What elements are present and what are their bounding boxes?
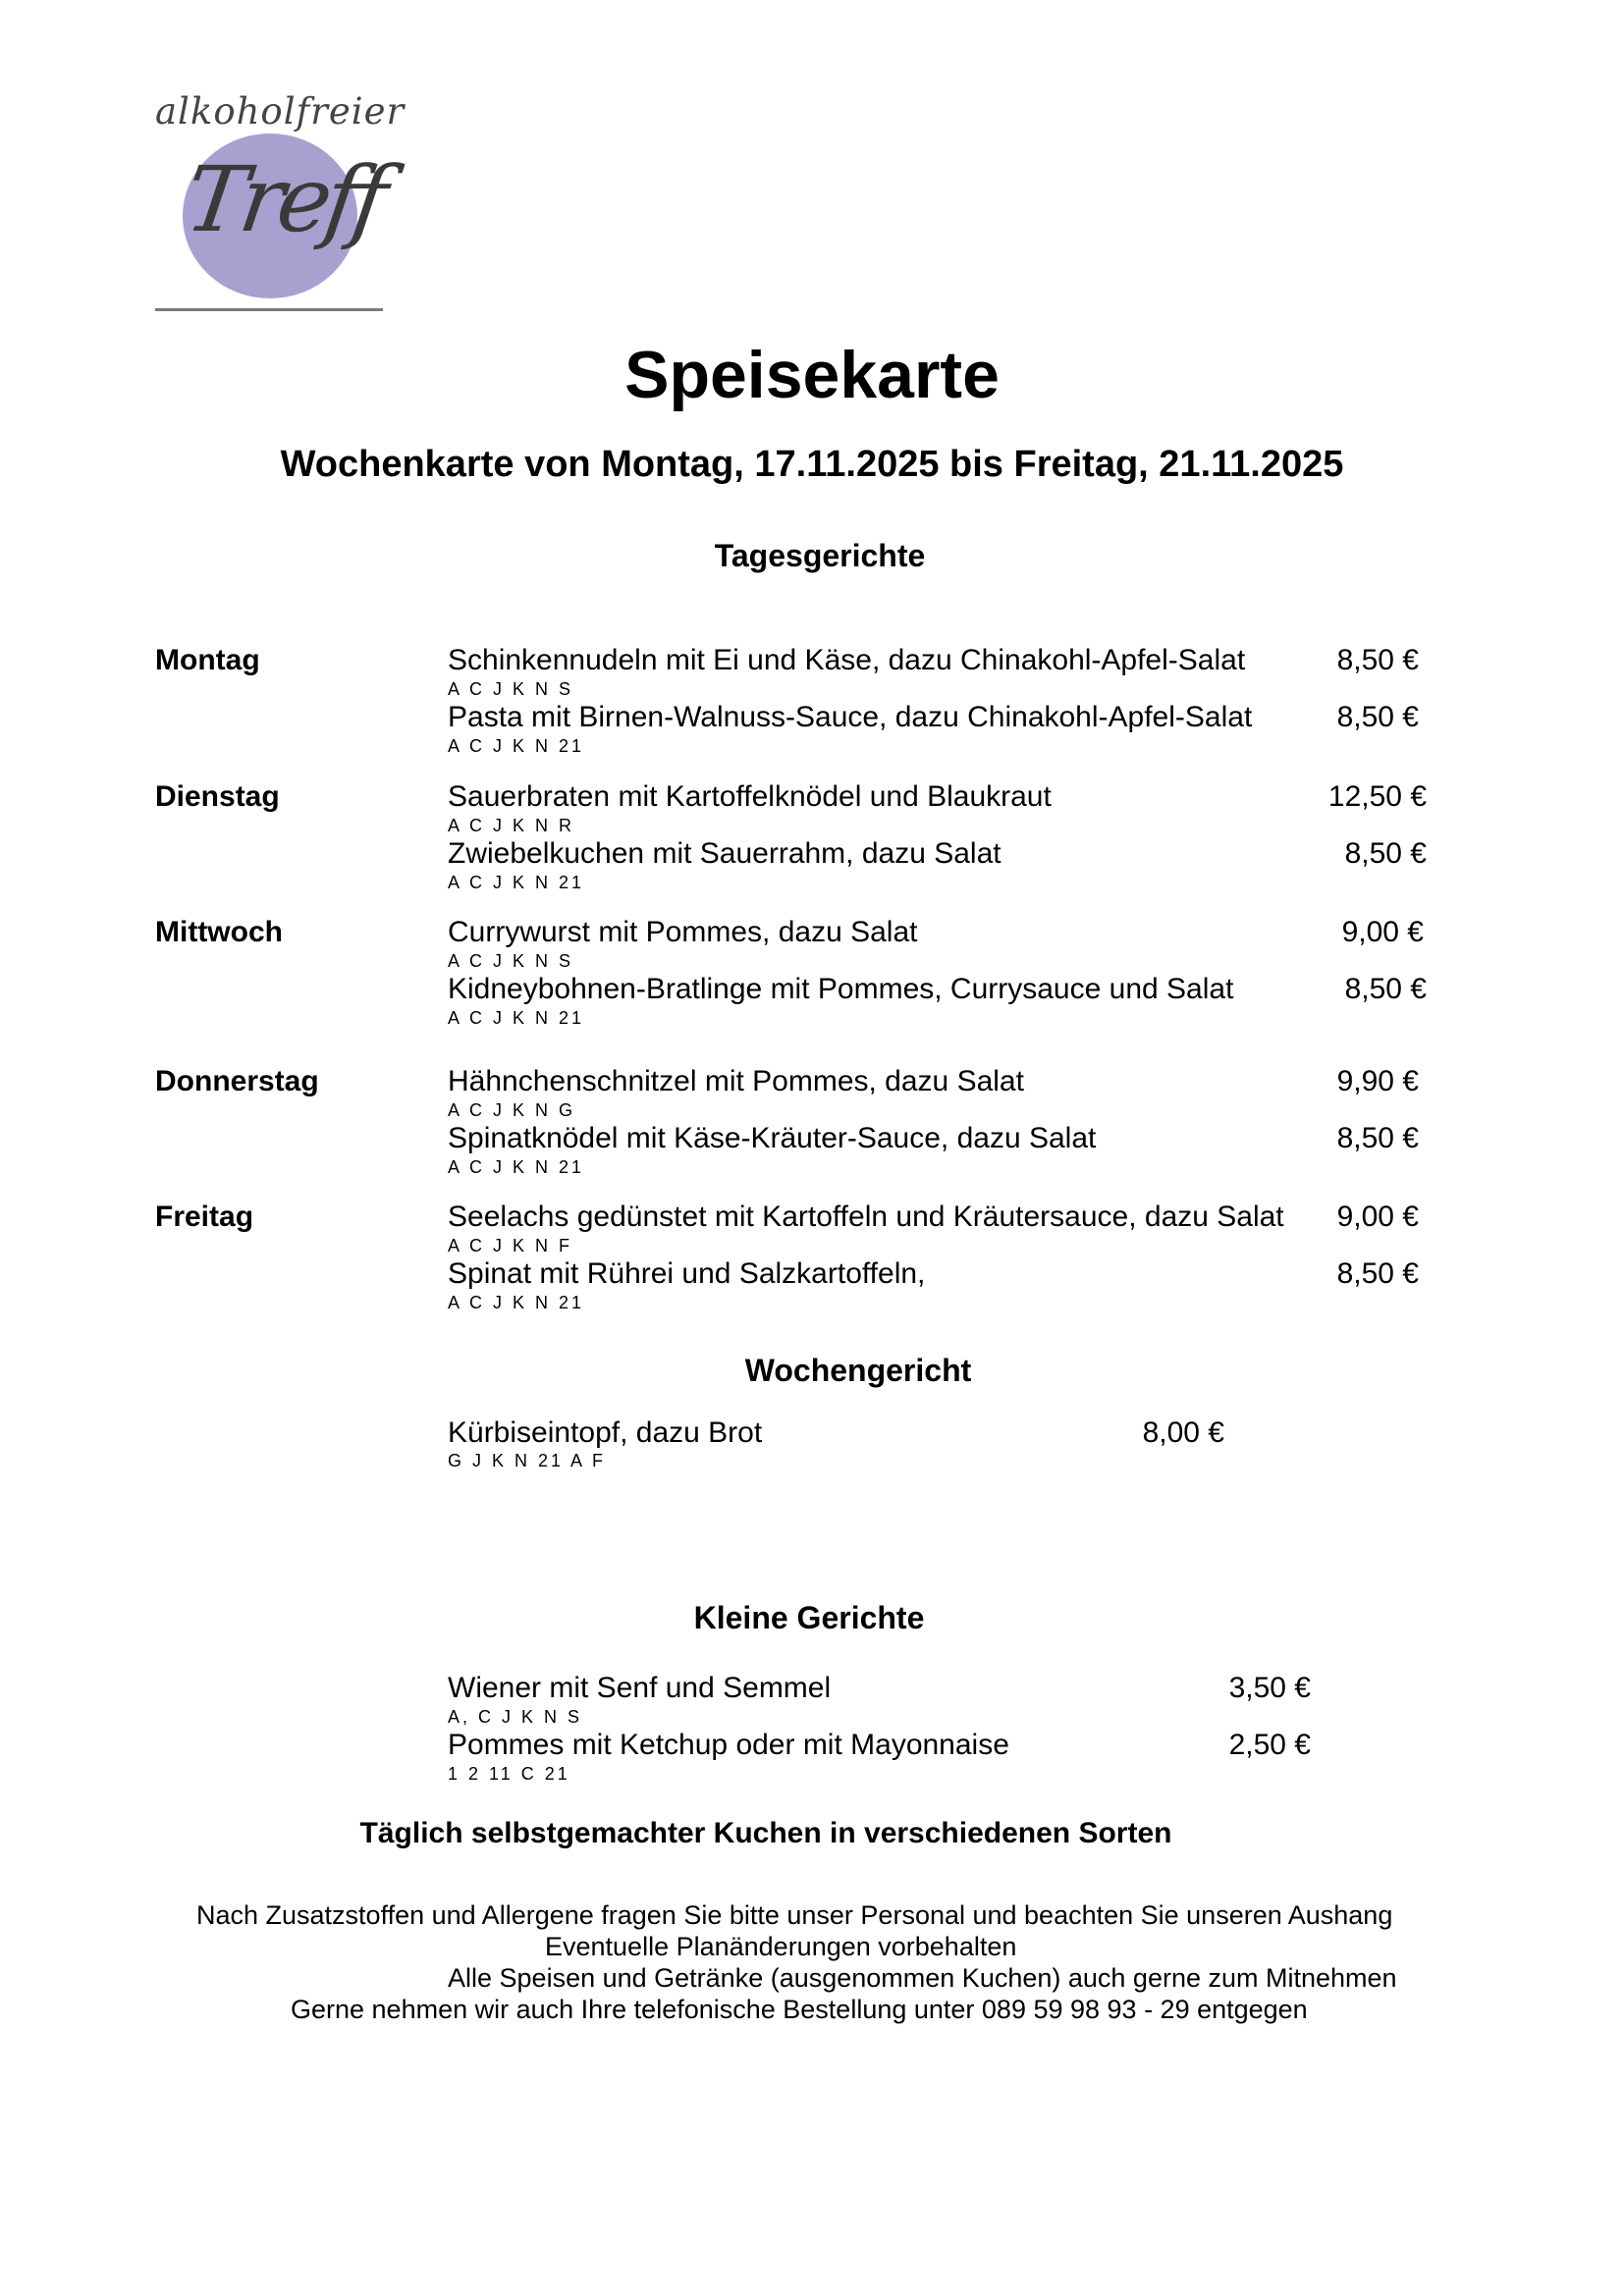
day-label: Freitag: [155, 1201, 254, 1233]
dish-price: 8,50 €: [1336, 644, 1419, 676]
dish-name: Pommes mit Ketchup oder mit Mayonnaise: [448, 1729, 1009, 1761]
logo-small-text: alkoholfreier: [155, 90, 406, 133]
dish-name: Pasta mit Birnen-Walnuss-Sauce, dazu Chinakohl-Apfel-Salat: [448, 701, 1253, 733]
dish-name: Zwiebelkuchen mit Sauerrahm, dazu Salat: [448, 837, 1001, 870]
dish-price: 8,50 €: [1344, 837, 1427, 870]
dish-price: 9,90 €: [1336, 1065, 1419, 1097]
page-subtitle: Wochenkarte von Montag, 17.11.2025 bis Freitag, 21.11.2025: [280, 444, 1344, 485]
dish-name: Sauerbraten mit Kartoffelknödel und Blaukraut: [448, 780, 1052, 813]
day-label: Montag: [155, 644, 260, 676]
dish-allergens: A C J K N S: [448, 951, 574, 971]
dish-price: 12,50 €: [1327, 780, 1427, 813]
dish-allergens: A C J K N R: [448, 816, 575, 835]
logo-underline: [155, 308, 383, 311]
small-dishes-heading: Kleine Gerichte: [693, 1600, 925, 1635]
dish-price: 3,50 €: [1228, 1672, 1311, 1704]
dish-allergens: 1 2 11 C 21: [448, 1764, 570, 1784]
dish-allergens: A C J K N 21: [448, 736, 585, 756]
dish-allergens: A C J K N F: [448, 1236, 573, 1255]
dish-allergens: A C J K N 21: [448, 1157, 585, 1177]
dish-allergens: A, C J K N S: [448, 1707, 583, 1727]
dish-price: 9,00 €: [1336, 1201, 1419, 1233]
dish-price: 8,50 €: [1336, 701, 1419, 733]
dish-allergens: G J K N 21 A F: [448, 1451, 607, 1470]
page-title: Speisekarte: [624, 338, 1000, 412]
logo-big-text: Treff: [179, 147, 389, 252]
dish-price: 2,50 €: [1228, 1729, 1311, 1761]
dish-price: 8,50 €: [1336, 1122, 1419, 1154]
dish-allergens: A C J K N 21: [448, 873, 585, 892]
day-label: Donnerstag: [155, 1065, 319, 1097]
day-label: Dienstag: [155, 780, 280, 813]
footer-line: Nach Zusatzstoffen und Allergene fragen Sie bitte unser Personal und beachten Sie unseren Aushang: [196, 1900, 1393, 1930]
dish-name: Spinatknödel mit Käse-Kräuter-Sauce, dazu Salat: [448, 1122, 1097, 1154]
footer-line: Eventuelle Planänderungen vorbehalten: [545, 1932, 1017, 1961]
dish-name: Seelachs gedünstet mit Kartoffeln und Kräutersauce, dazu Salat: [448, 1201, 1284, 1233]
dish-name: Kürbiseintopf, dazu Brot: [448, 1416, 763, 1449]
footer-line: Alle Speisen und Getränke (ausgenommen Kuchen) auch gerne zum Mitnehmen: [448, 1963, 1397, 1993]
dish-allergens: A C J K N S: [448, 679, 574, 699]
dish-allergens: A C J K N 21: [448, 1008, 585, 1028]
dish-name: Hähnchenschnitzel mit Pommes, dazu Salat: [448, 1065, 1024, 1097]
dish-price: 9,00 €: [1341, 916, 1424, 948]
dish-name: Wiener mit Senf und Semmel: [448, 1672, 832, 1704]
dish-allergens: A C J K N 21: [448, 1293, 585, 1312]
footer-line: Gerne nehmen wir auch Ihre telefonische Bestellung unter 089 59 98 93 - 29 entgegen: [291, 1995, 1308, 2024]
weekly-heading: Wochengericht: [744, 1353, 972, 1388]
dish-price: 8,50 €: [1344, 973, 1427, 1005]
daily-heading: Tagesgerichte: [714, 538, 926, 573]
cake-note: Täglich selbstgemachter Kuchen in verschiedenen Sorten: [359, 1817, 1172, 1849]
dish-price: 8,50 €: [1336, 1257, 1419, 1290]
dish-name: Currywurst mit Pommes, dazu Salat: [448, 916, 918, 948]
dish-allergens: A C J K N G: [448, 1100, 576, 1120]
dish-price: 8,00 €: [1142, 1416, 1224, 1449]
dish-name: Spinat mit Rührei und Salzkartoffeln,: [448, 1257, 926, 1290]
day-label: Mittwoch: [155, 916, 283, 948]
dish-name: Kidneybohnen-Bratlinge mit Pommes, Currysauce und Salat: [448, 973, 1234, 1005]
dish-name: Schinkennudeln mit Ei und Käse, dazu Chinakohl-Apfel-Salat: [448, 644, 1246, 676]
